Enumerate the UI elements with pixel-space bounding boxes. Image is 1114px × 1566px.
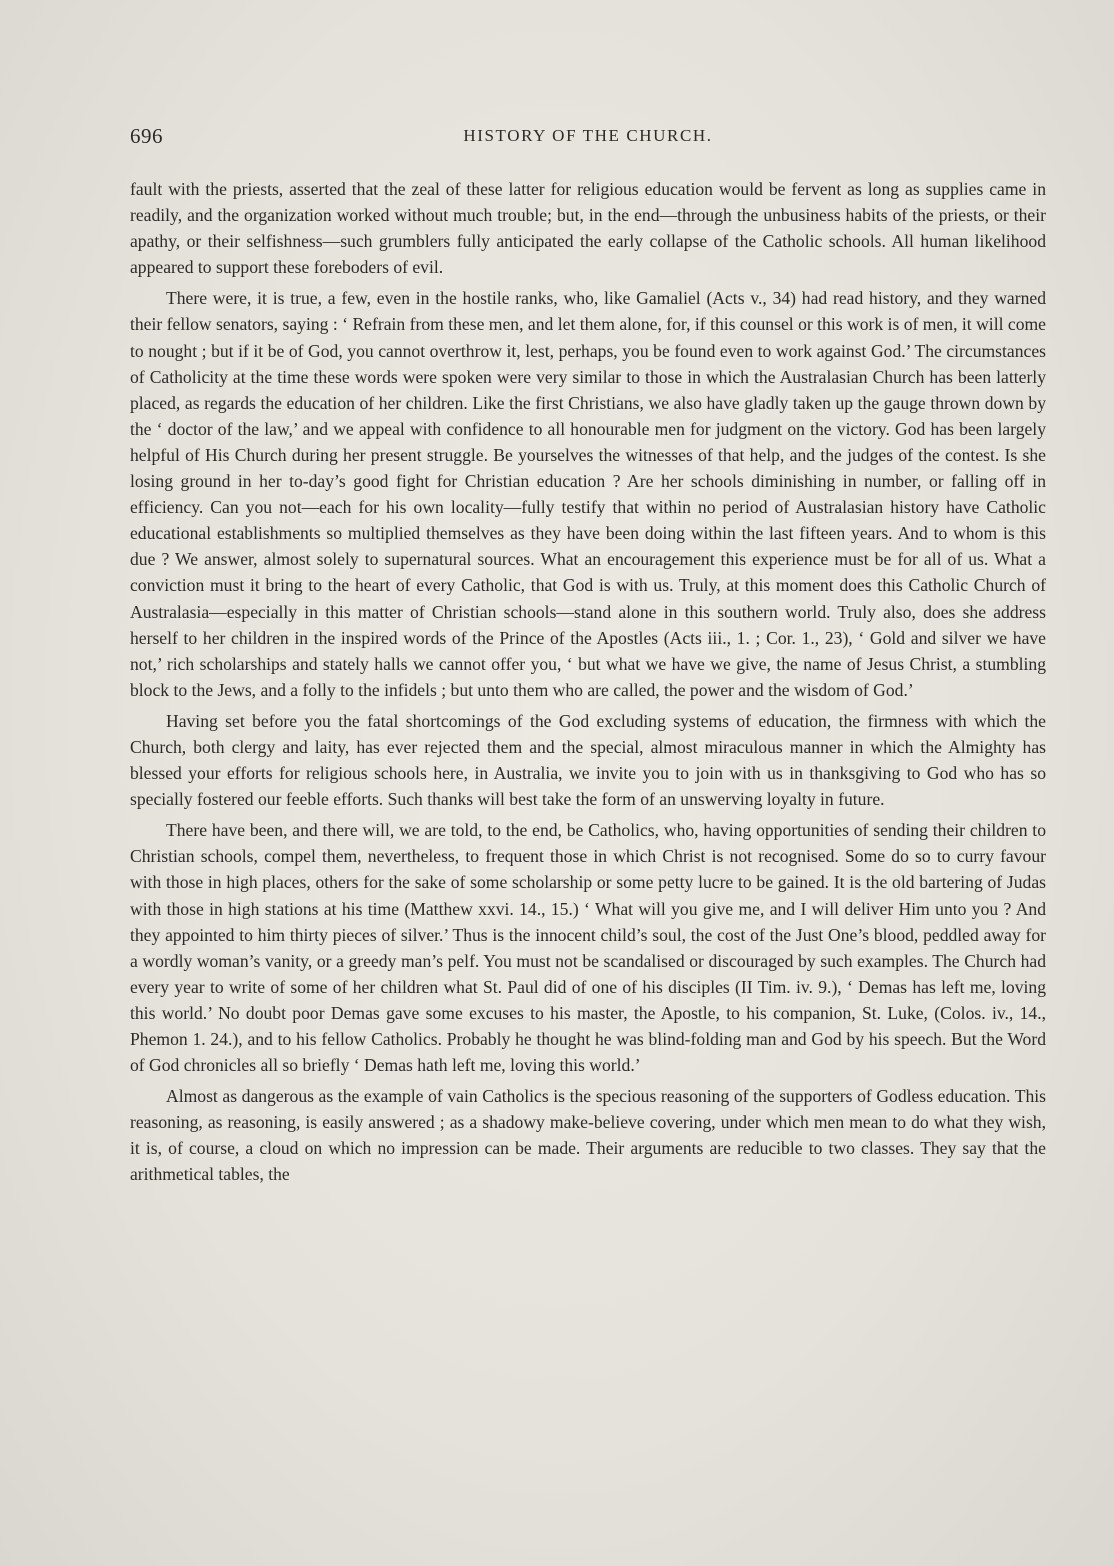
paragraph-continued: fault with the priests, asserted that the zeal of these latter for religious education would be fervent as long as supplies came in readily, and the organization worked without much trouble; but, in the end—through the unbusiness habits of the priests, or their apathy, or their selfishness—such grumblers fully anticipated the early collapse of the Catholic schools. All human likelihood appeared to support these foreboders of evil. (130, 179, 1046, 278)
paragraph: There have been, and there will, we are told, to the end, be Catholics, who, having opportunities of sending their children to Christian schools, compel them, nevertheless, to frequent those in which Christ is not recognised. Some do so to curry favour with those in high places, others for the sake of some scholarship or some petty lucre to be gained. It is the old bartering of Judas with those in high stations at his time (Matthew xxvi. 14., 15.) ‘ What will you give me, and I will deliver Him unto you ? And they appointed to him thirty pieces of silver.’ Thus is the innocent child’s soul, the cost of the Just One’s blood, peddled away for a wordly woman’s vanity, or a greedy man’s pelf. You must not be scandalised or discouraged by such examples. The Church had every year to write of some of her children what St. Paul did of one of his disciples (II Tim. iv. 9.), ‘ Demas has left me, loving this world.’ No doubt poor Demas gave some excuses to his master, the Apostle, to his companion, St. Luke, (Colos. iv., 14., Phemon 1. 24.), and to his fellow Catholics. Probably he thought he was blind-folding man and God by his speech. But the Word of God chronicles all so briefly ‘ Demas hath left me, loving this world.’ (130, 820, 1046, 1076)
paragraph: Almost as dangerous as the example of vain Catholics is the specious reasoning of the supporters of Godless education. This reasoning, as reasoning, is easily answered ; as a shadowy make-believe covering, under which men mean to do what they wish, it is, of course, a cloud on which no impression can be made. Their arguments are reducible to two classes. They say that the arithmetical tables, the (130, 1086, 1046, 1185)
paragraph: There were, it is true, a few, even in the hostile ranks, who, like Gamaliel (Acts v., 34) had read history, and they warned their fellow senators, saying : ‘ Refrain from these men, and let them alone, for, if this counsel or this work is of men, it will come to nought ; but if it be of God, you cannot overthrow it, lest, perhaps, you be found even to work against God.’ The circumstances of Catholicity at the time these words were spoken were very similar to those in which the Australasian Church has been latterly placed, as regards the education of her children. Like the first Christians, we also have gladly taken up the gauge thrown down by the ‘ doctor of the law,’ and we appeal with confidence to all honourable men for judgment on the victory. God has been largely helpful of His Church during her present struggle. Be yourselves the witnesses of that help, and the judges of the contest. Is she losing ground in her to-day’s good fight for Christian education ? Are her schools diminishing in number, or falling off in efficiency. Can you not—each for his own locality—fully testify that within no period of Australasian history have Catholic educational establishments so multiplied themselves as they have been doing within the last fifteen years. And to whom is this due ? We answer, almost solely to supernatural sources. What an encouragement this experience must be for all of us. What a conviction must it bring to the heart of every Catholic, that God is with us. Truly, at this moment does this Catholic Church of Australasia—especially in this matter of Christian schools—stand alone in this southern world. Truly also, does she address herself to her children in the inspired words of the Prince of the Apostles (Acts iii., 1. ; Cor. 1., 23), ‘ Gold and silver we have not,’ rich scholarships and stately halls we cannot offer you, ‘ but what we have we give, the name of Jesus Christ, a stumbling block to the Jews, and a folly to the infidels ; but unto them who are called, the power and the wisdom of God.’ (130, 288, 1046, 700)
page-number: 696 (130, 124, 163, 148)
body-text (130, 176, 1046, 1188)
paragraph: Having set before you the fatal shortcomings of the God excluding systems of education, the firmness with which the Church, both clergy and laity, has ever rejected them and the special, almost miraculous manner in which the Almighty has blessed your efforts for religious schools here, in Australia, we invite you to join with us in thanksgiving to God who has so specially fostered our feeble efforts. Such thanks will best take the form of an unswerving loyalty in future. (130, 710, 1046, 810)
page-header (130, 124, 1046, 152)
running-title: HISTORY OF THE CHURCH. (463, 126, 713, 145)
